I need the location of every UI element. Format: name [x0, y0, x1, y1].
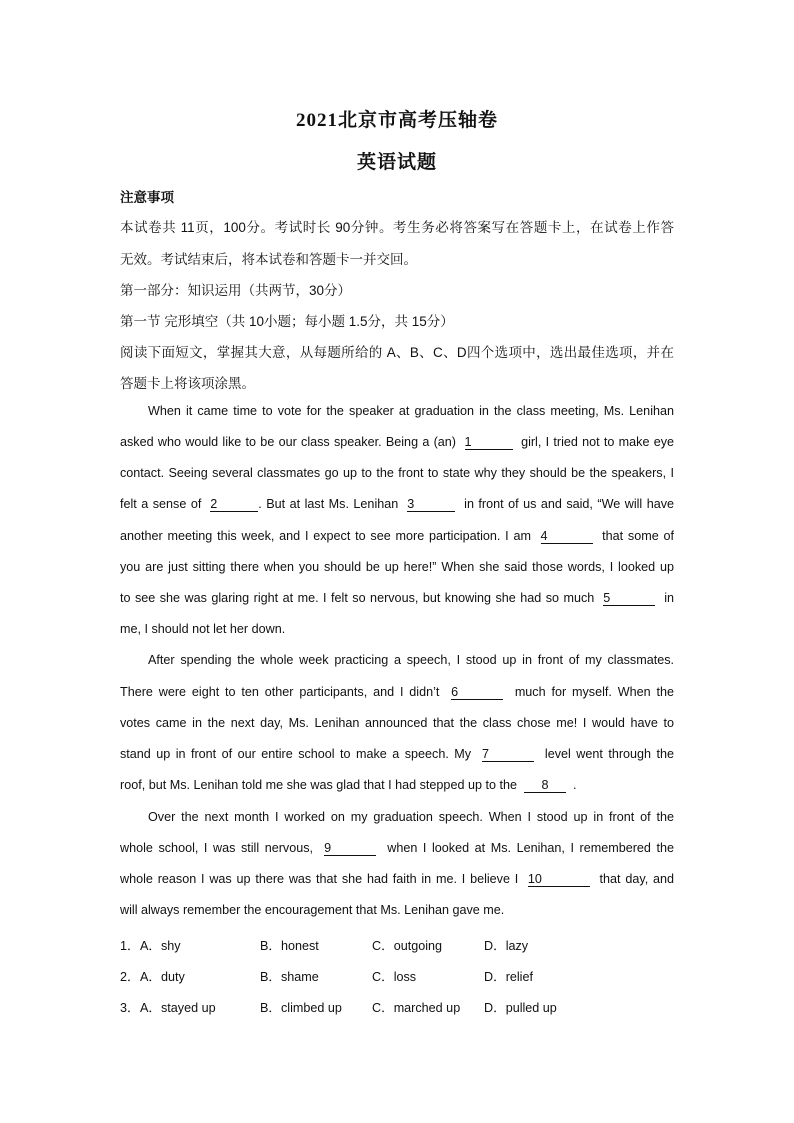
blank-3: 3 [407, 498, 455, 512]
exam-title: 2021北京市高考压轴卷 [295, 110, 498, 131]
passage-line: Over the next month I worked on my graduation speech. When I stood up in front of the [148, 810, 674, 824]
passage-line: stand up in front of our entire school to make a speech. My 7 level went through the [120, 747, 675, 761]
passage-line: whole reason I was up there was that she had faith in me. I believe I 10 that day, and [120, 872, 675, 886]
option-b: B．shame [260, 970, 319, 984]
part-heading: 第一部分：知识运用（共两节，30分） [120, 283, 352, 298]
option-d: D．pulled up [484, 1001, 557, 1015]
blank-8: 8 [524, 779, 566, 793]
blank-7: 7 [482, 748, 534, 762]
passage-line: felt a sense of 2 . But at last Ms. Lenihan 3 in front of us and said, “We will have [120, 497, 675, 511]
notice-line: 本试卷共 11页，100分。考试时长 90分钟。考生务必将答案写在答题卡上，在试卷上作答 [120, 220, 674, 235]
option-a: A．shy [140, 939, 181, 953]
passage-line: will always remember the encouragement that Ms. Lenihan gave me. [120, 903, 505, 917]
option-c: C．outgoing [372, 939, 443, 953]
blank-2: 2 [210, 498, 258, 512]
section-heading: 第一节 完形填空（共 10小题；每小题 1.5分，共 15分） [120, 314, 454, 329]
blank-4: 4 [541, 530, 593, 544]
exam-subtitle: 英语试题 [356, 152, 437, 173]
passage-line: roof, but Ms. Lenihan told me she was glad that I had stepped up to the 8 . [120, 778, 577, 792]
passage-line: to see she was glaring right at me. I felt so nervous, but knowing she had so much 5 in [120, 591, 674, 605]
option-d: D．lazy [484, 939, 529, 953]
option-a: A．duty [140, 970, 185, 984]
option-d: D．relief [484, 970, 533, 984]
question-number: 1． [120, 939, 140, 953]
blank-1: 1 [465, 436, 513, 450]
question-number: 2． [120, 970, 140, 984]
blank-9: 9 [324, 842, 376, 856]
passage-line: When it came time to vote for the speaker at graduation in the class meeting, Ms. Lenihan [148, 404, 674, 418]
passage-line: whole school, I was still nervous, 9 when I looked at Ms. Lenihan, I remembered the [120, 841, 674, 855]
option-a: A．stayed up [140, 1001, 216, 1015]
notice-line: 无效。考试结束后，将本试卷和答题卡一并交回。 [120, 252, 417, 267]
blank-10: 10 [528, 873, 590, 887]
blank-5: 5 [603, 592, 655, 606]
passage-line: votes came in the next day, Ms. Lenihan announced that the class chose me! I would have to [120, 716, 674, 730]
passage-line: There were eight to ten other participants, and I didn’t 6 much for myself. When the [120, 685, 674, 699]
option-c: C．loss [372, 970, 417, 984]
instruction-line: 阅读下面短文，掌握其大意，从每题所给的 A、B、C、D四个选项中，选出最佳选项，并在 [120, 345, 674, 360]
option-b: B．climbed up [260, 1001, 342, 1015]
blank-6: 6 [451, 686, 503, 700]
option-b: B．honest [260, 939, 319, 953]
passage-line: asked who would like to be our class speaker. Being a (an) 1 girl, I tried not to make eye [120, 435, 675, 449]
instruction-line: 答题卡上将该项涂黑。 [120, 376, 255, 391]
question-number: 3． [120, 1001, 140, 1015]
passage-line: contact. Seeing several classmates go up to the front to state why they should be the speakers, I [120, 466, 674, 480]
notice-heading: 注意事项 [120, 190, 174, 205]
passage-line: me, I should not let her down. [120, 622, 286, 636]
passage-line: you are just sitting there when you should be up here!” When she said those words, I looked up [120, 560, 674, 574]
passage-line: another meeting this week, and I expect to see more participation. I am 4 that some of [120, 529, 675, 543]
passage-line: After spending the whole week practicing a speech, I stood up in front of my classmates. [148, 653, 674, 667]
option-c: C．marched up [372, 1001, 461, 1015]
